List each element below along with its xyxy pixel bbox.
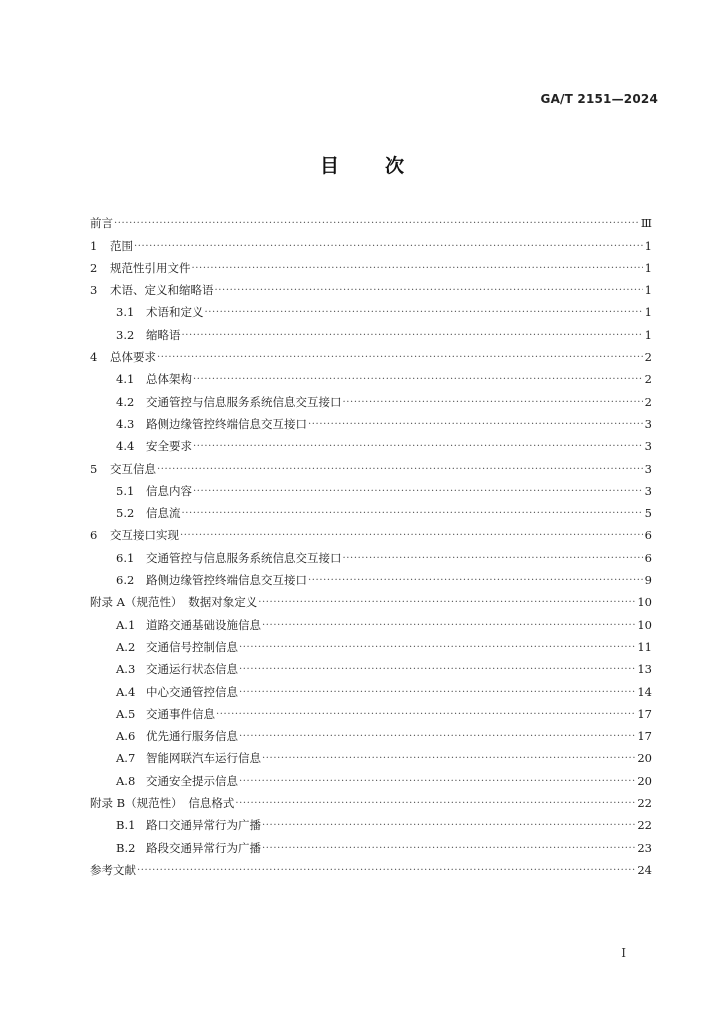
toc-entry-page: 1 <box>644 305 652 320</box>
toc-entry-page: 1 <box>644 283 652 298</box>
toc-entry-number: 4.4 <box>116 439 135 454</box>
toc-entry-page: 6 <box>644 550 652 565</box>
toc-entry[interactable] <box>90 765 652 787</box>
toc-entry[interactable] <box>90 788 652 810</box>
toc-dot-leader <box>192 263 644 275</box>
toc-entry-title: 术语和定义 <box>146 305 204 320</box>
toc-entry-number: A.8 <box>116 773 136 788</box>
toc-entry-title: 交互接口实现 <box>110 528 179 543</box>
toc-entry-title: 总体架构 <box>146 372 192 387</box>
toc-dot-leader <box>180 530 643 542</box>
toc-entry-page: 5 <box>644 506 652 521</box>
toc-entry-title: 交通运行状态信息 <box>146 662 238 677</box>
toc-entry-page: 1 <box>644 260 652 275</box>
toc-entry-page: 6 <box>644 528 652 543</box>
toc-entry-number: 6.2 <box>116 573 135 588</box>
toc-entry-number: 5.2 <box>116 506 135 521</box>
toc-entry[interactable] <box>90 632 652 654</box>
toc-entry-page: 20 <box>637 773 652 788</box>
toc-entry-page: 9 <box>644 573 652 588</box>
toc-entry-title: 附录 B（规范性） 信息格式 <box>90 796 235 811</box>
toc-entry-number: 3.1 <box>116 305 135 320</box>
toc-entry-number: 3.2 <box>116 327 135 342</box>
toc-dot-leader <box>239 776 636 788</box>
toc-entry-page: 17 <box>637 706 652 721</box>
toc-entry[interactable] <box>90 832 652 854</box>
toc-dot-leader <box>343 553 644 565</box>
toc-entry[interactable] <box>90 208 652 230</box>
toc-entry-page: 10 <box>637 595 652 610</box>
toc-entry-number: 3 <box>90 283 98 298</box>
toc-entry-title: 路口交通异常行为广播 <box>146 818 261 833</box>
toc-entry-title: 交通管控与信息服务系统信息交互接口 <box>146 394 342 409</box>
toc-entry-page: 1 <box>644 327 652 342</box>
toc-entry-page: 17 <box>637 729 652 744</box>
toc-entry-page: 20 <box>637 751 652 766</box>
page-number: I <box>621 946 626 960</box>
toc-entry-number: 4.3 <box>116 416 135 431</box>
toc-entry-title: 优先通行服务信息 <box>146 729 238 744</box>
toc-entry-page: 2 <box>644 350 652 365</box>
toc-dot-leader <box>235 798 636 810</box>
toc-entry-number: B.2 <box>116 840 136 855</box>
toc-entry-number: 1 <box>90 238 98 253</box>
toc-entry[interactable] <box>90 565 652 587</box>
toc-entry-page: 1 <box>644 238 652 253</box>
toc-dot-leader <box>193 441 643 453</box>
toc-entry-page: 3 <box>644 416 652 431</box>
table-of-contents <box>90 208 652 877</box>
toc-dot-leader <box>157 464 643 476</box>
toc-dot-leader <box>262 820 636 832</box>
toc-entry-number: 6.1 <box>116 550 135 565</box>
toc-entry-page: 3 <box>644 439 652 454</box>
toc-dot-leader <box>137 865 636 877</box>
toc-entry-page: 11 <box>637 639 652 654</box>
toc-entry[interactable] <box>90 520 652 542</box>
toc-entry[interactable] <box>90 386 652 408</box>
toc-entry-title: 交通管控与信息服务系统信息交互接口 <box>146 550 342 565</box>
toc-entry-title: 信息流 <box>146 506 181 521</box>
page-title-char-1: 目 <box>319 155 339 177</box>
toc-dot-leader <box>308 575 643 587</box>
toc-entry-page: 13 <box>637 662 652 677</box>
toc-dot-leader <box>205 307 644 319</box>
toc-entry-title: 参考文献 <box>90 862 136 877</box>
toc-entry-page: 22 <box>637 818 652 833</box>
toc-dot-leader <box>343 397 644 409</box>
toc-entry-number: A.7 <box>116 751 136 766</box>
toc-entry-title: 交通安全提示信息 <box>146 773 238 788</box>
toc-entry[interactable] <box>90 409 652 431</box>
toc-entry-title: 总体要求 <box>110 350 156 365</box>
toc-dot-leader <box>239 642 636 654</box>
toc-dot-leader <box>239 664 636 676</box>
page-title-char-2: 次 <box>385 155 405 177</box>
toc-entry-page: 23 <box>637 840 652 855</box>
toc-entry-number: A.2 <box>116 639 136 654</box>
toc-dot-leader <box>239 687 636 699</box>
toc-entry-page: 2 <box>644 394 652 409</box>
toc-entry[interactable] <box>90 275 652 297</box>
toc-entry-page: 2 <box>644 372 652 387</box>
toc-entry-number: 5.1 <box>116 483 135 498</box>
toc-entry-title: 路侧边缘管控终端信息交互接口 <box>146 573 307 588</box>
toc-dot-leader <box>157 352 643 364</box>
toc-entry-title: 道路交通基础设施信息 <box>146 617 261 632</box>
toc-entry[interactable] <box>90 609 652 631</box>
toc-dot-leader <box>193 374 643 386</box>
toc-entry[interactable] <box>90 542 652 564</box>
toc-entry[interactable] <box>90 319 652 341</box>
toc-entry-title: 交互信息 <box>110 461 156 476</box>
toc-entry[interactable] <box>90 297 652 319</box>
toc-entry[interactable] <box>90 342 652 364</box>
toc-dot-leader <box>182 508 644 520</box>
toc-entry-title: 术语、定义和缩略语 <box>110 283 214 298</box>
toc-entry[interactable] <box>90 587 652 609</box>
toc-entry-title: 信息内容 <box>146 483 192 498</box>
toc-entry[interactable] <box>90 810 652 832</box>
toc-dot-leader <box>215 285 644 297</box>
toc-entry-page: 24 <box>637 862 652 877</box>
toc-entry-title: 中心交通管控信息 <box>146 684 238 699</box>
toc-entry[interactable] <box>90 364 652 386</box>
toc-entry-page: Ⅲ <box>640 216 652 231</box>
toc-entry[interactable] <box>90 743 652 765</box>
toc-dot-leader <box>262 753 636 765</box>
toc-entry-title: 缩略语 <box>146 327 181 342</box>
toc-entry-number: 4.1 <box>116 372 135 387</box>
toc-entry-number: 5 <box>90 461 98 476</box>
toc-dot-leader <box>262 620 636 632</box>
toc-dot-leader <box>262 843 636 855</box>
toc-entry-page: 22 <box>637 796 652 811</box>
toc-dot-leader <box>216 709 636 721</box>
toc-entry-number: 4.2 <box>116 394 135 409</box>
toc-entry-title: 交通事件信息 <box>146 706 215 721</box>
toc-entry-number: 6 <box>90 528 98 543</box>
toc-entry-title: 前言 <box>90 216 113 231</box>
toc-entry-title: 路侧边缘管控终端信息交互接口 <box>146 416 307 431</box>
toc-entry-page: 3 <box>644 483 652 498</box>
toc-entry[interactable] <box>90 855 652 877</box>
toc-entry-number: A.1 <box>116 617 136 632</box>
toc-entry[interactable] <box>90 431 652 453</box>
toc-dot-leader <box>182 330 644 342</box>
toc-dot-leader <box>134 241 643 253</box>
toc-entry-page: 10 <box>637 617 652 632</box>
toc-entry-number: A.3 <box>116 662 136 677</box>
toc-entry[interactable] <box>90 230 652 252</box>
toc-dot-leader <box>239 731 636 743</box>
toc-entry-number: A.5 <box>116 706 136 721</box>
toc-entry[interactable] <box>90 476 652 498</box>
toc-entry-number: 2 <box>90 260 98 275</box>
toc-entry-number: A.6 <box>116 729 136 744</box>
toc-entry[interactable] <box>90 498 652 520</box>
toc-entry-title: 交通信号控制信息 <box>146 639 238 654</box>
toc-dot-leader <box>308 419 643 431</box>
toc-dot-leader <box>114 218 640 230</box>
toc-entry[interactable] <box>90 676 652 698</box>
toc-entry[interactable] <box>90 453 652 475</box>
toc-entry-title: 附录 A（规范性） 数据对象定义 <box>90 595 258 610</box>
toc-entry-number: 4 <box>90 350 98 365</box>
toc-entry-title: 规范性引用文件 <box>110 260 191 275</box>
toc-entry-title: 路段交通异常行为广播 <box>146 840 261 855</box>
toc-dot-leader <box>258 597 636 609</box>
page-title <box>0 151 724 178</box>
toc-entry-number: B.1 <box>116 818 136 833</box>
toc-entry-title: 安全要求 <box>146 439 192 454</box>
toc-entry-page: 3 <box>644 461 652 476</box>
toc-entry[interactable] <box>90 699 652 721</box>
toc-entry-title: 智能网联汽车运行信息 <box>146 751 261 766</box>
toc-entry-page: 14 <box>637 684 652 699</box>
toc-entry-title: 范围 <box>110 238 133 253</box>
toc-entry[interactable] <box>90 721 652 743</box>
toc-entry[interactable] <box>90 654 652 676</box>
toc-dot-leader <box>193 486 643 498</box>
toc-entry[interactable] <box>90 253 652 275</box>
toc-entry-number: A.4 <box>116 684 136 699</box>
standard-code: GA/T 2151—2024 <box>540 92 658 106</box>
